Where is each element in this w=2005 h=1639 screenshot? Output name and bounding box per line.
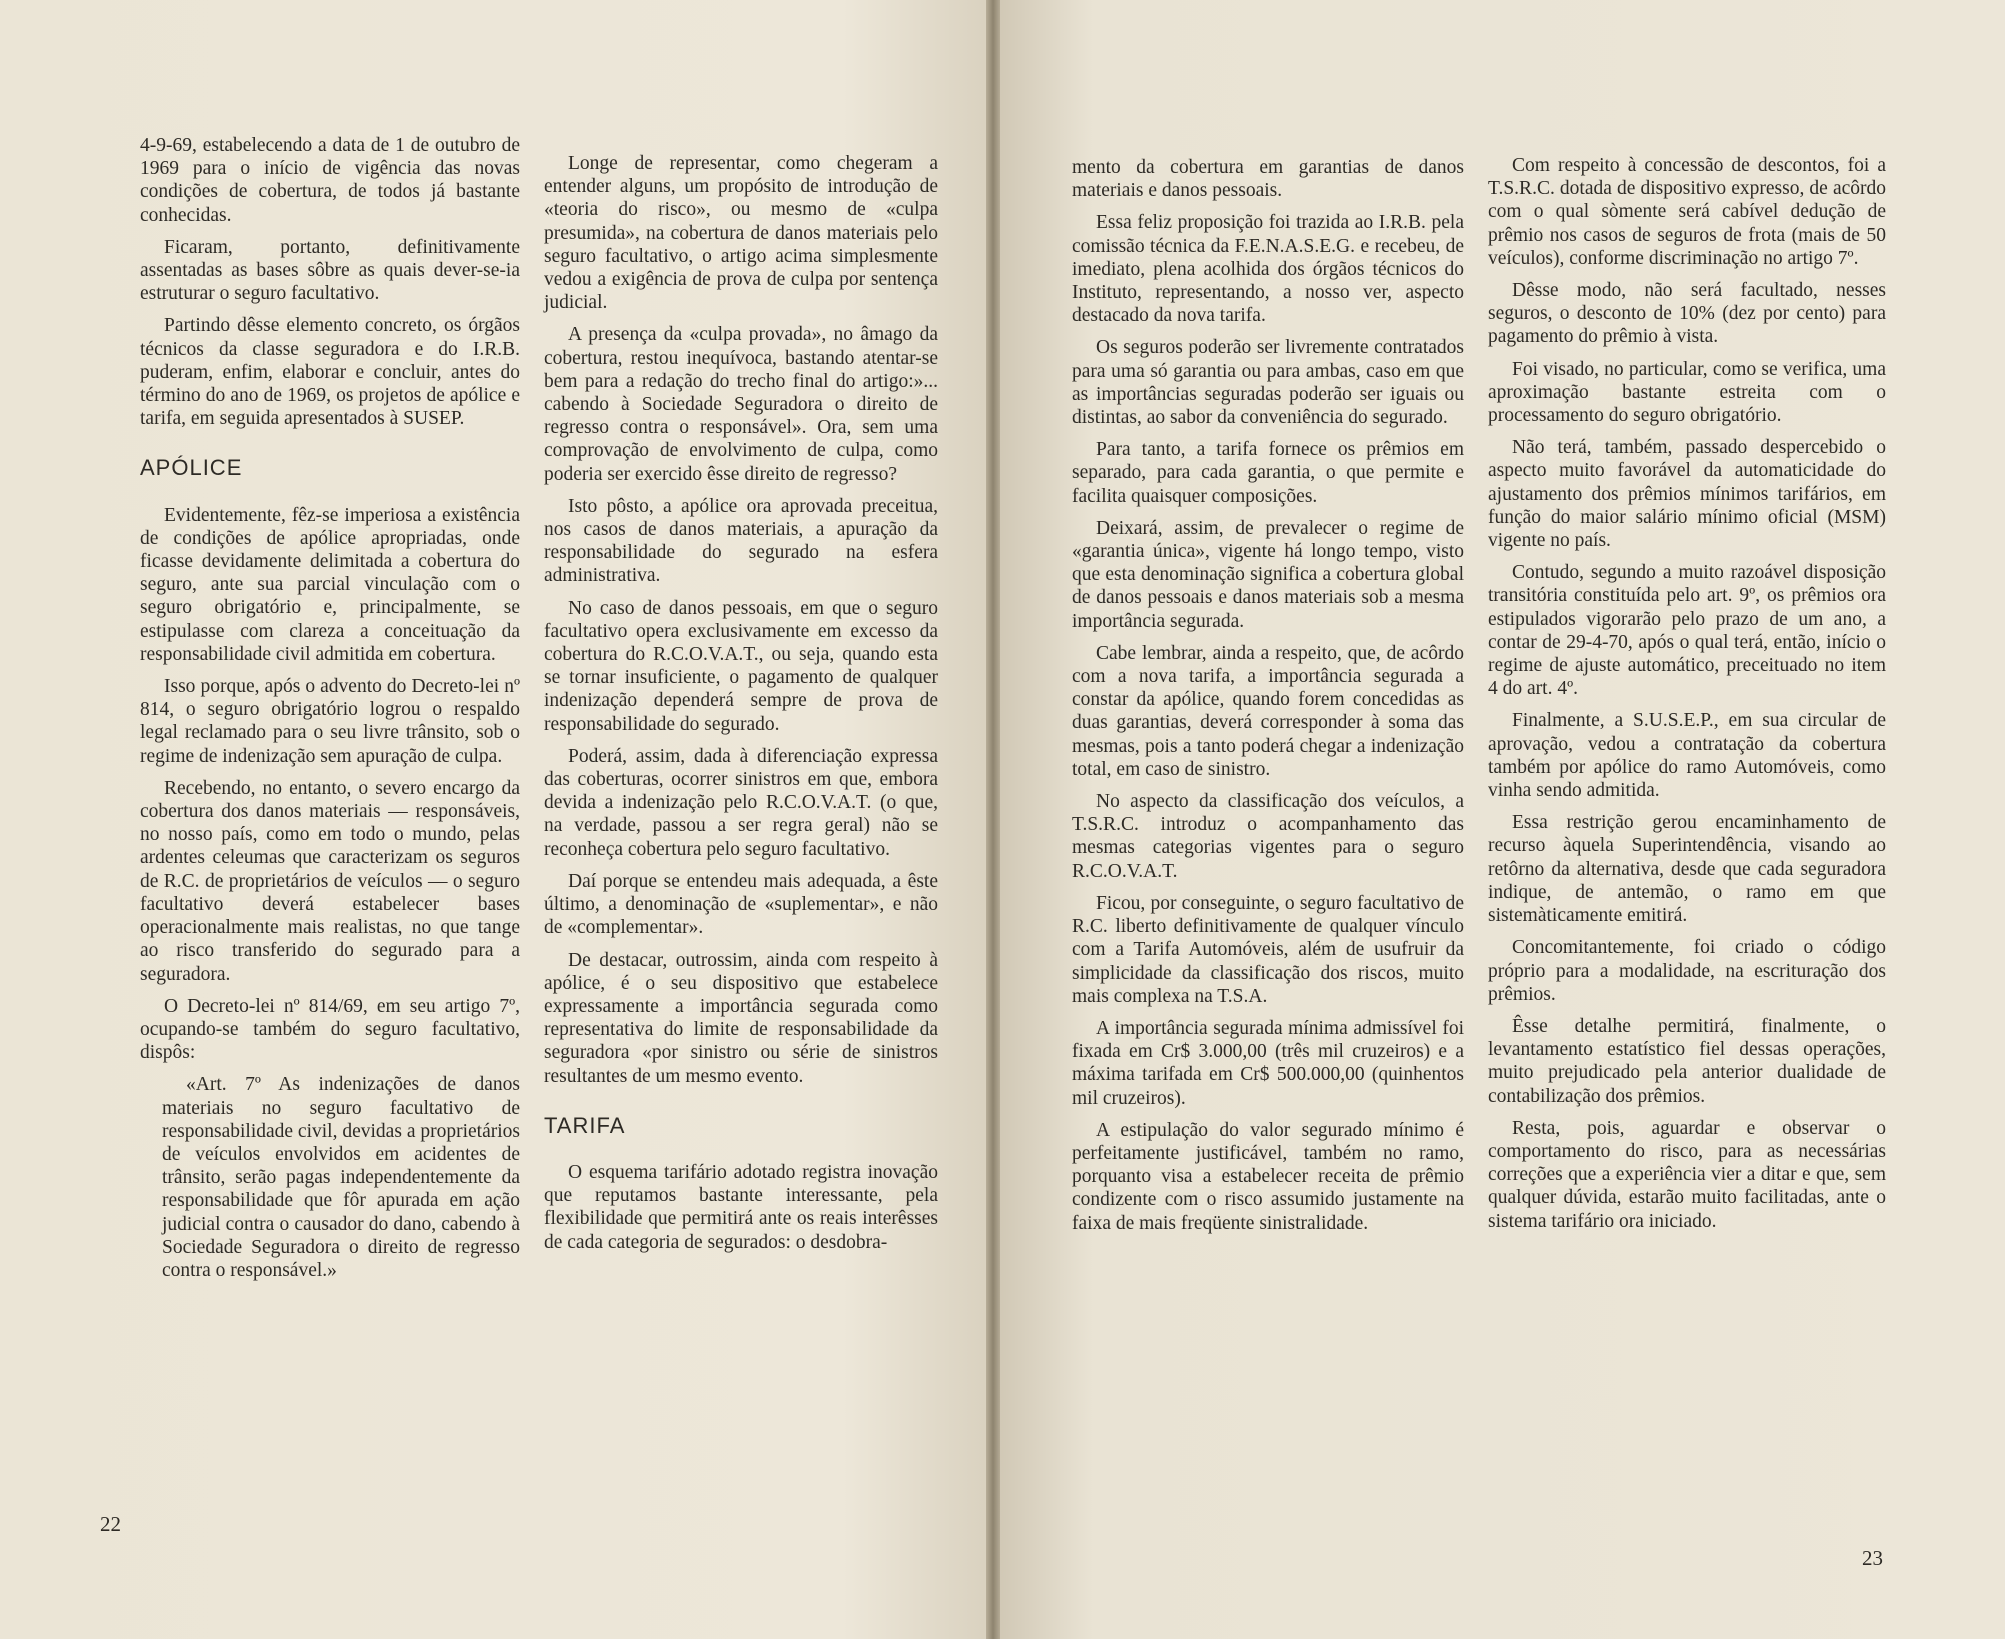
- paragraph: A importância segurada mínima admissível foi fixada em Cr$ 3.000,00 (três mil cruzeiros) e a máxima tarifada em Cr$ 500.000,00 (quinhentos mil cruzeiros).: [1072, 1017, 1464, 1109]
- paragraph: Êsse detalhe permitirá, finalmente, o levantamento estatístico fiel dessas operações, muito prejudicado pela anterior dualidade de contabilização dos prêmios.: [1488, 1015, 1886, 1107]
- paragraph: Finalmente, a S.U.S.E.P., em sua circular de aprovação, vedou a contratação da cobertura também por apólice do ramo Automóveis, como vinha sendo admitida.: [1488, 710, 1886, 802]
- paragraph: Concomitantemente, foi criado o código próprio para a modalidade, na escrituração dos prêmios.: [1488, 937, 1886, 1005]
- paragraph: Essa feliz proposição foi trazida ao I.R.B. pela comissão técnica da F.E.N.A.S.E.G. e recebeu, de imediato, plena acolhida dos órgãos técnicos do Instituto, representando, a nosso ver, aspecto destacado da nova tarifa.: [1072, 212, 1464, 327]
- right-page-column-1: [1072, 156, 1464, 1244]
- book-gutter: [986, 0, 1000, 1639]
- paragraph: De destacar, outrossim, ainda com respeito à apólice, é o seu dispositivo que estabelece expressamente a importância segurada como representativa do limite de responsabilidade da seguradora «por sinistro ou série de sinistros resultantes de um mesmo evento.: [544, 949, 938, 1087]
- paragraph: O Decreto-lei nº 814/69, em seu artigo 7º, ocupando-se também do seguro facultativo, dispôs:: [140, 995, 520, 1064]
- right-page-column-2: [1488, 154, 1886, 1242]
- paragraph: Não terá, também, passado despercebido o aspecto muito favorável da automaticidade do ajustamento dos prêmios mínimos tarifários, em função do maior salário mínimo oficial (MSM) vigente no país.: [1488, 437, 1886, 552]
- left-page: [0, 0, 992, 1639]
- paragraph: Com respeito à concessão de descontos, foi a T.S.R.C. dotada de dispositivo expresso, de acôrdo com o qual sòmente será cabível dedução de prêmio nos casos de seguros de frota (mais de 50 veículos), conforme discriminação no artigo 7º.: [1488, 155, 1886, 269]
- paragraph: Evidentemente, fêz-se imperiosa a existência de condições de apólice apropriadas, onde ficasse devidamente delimitada a cobertura do seguro, ante sua parcial vinculação com o seguro obrigatório e, principalmente, se estipulasse com clareza a conceituação da responsabilidade civil admitida em cobertura.: [140, 504, 520, 665]
- paragraph: Isso porque, após o advento do Decreto-lei nº 814, o seguro obrigatório logrou o respaldo legal reclamado para o seu livre trânsito, sob o regime de indenização sem apuração de culpa.: [140, 676, 520, 767]
- paragraph: Recebendo, no entanto, o severo encargo da cobertura dos danos materiais — responsáveis, no nosso país, como em todo o mundo, pelas ardentes celeumas que caracterizam os seguros de R.C. de proprietários de veículos — o seguro facultativo deverá estabelecer bases operacionalmente mais realistas, no que tange ao risco transferido do segurado para a seguradora.: [140, 777, 520, 985]
- paragraph: Longe de representar, como chegeram a entender alguns, um propósito de introdução de «teoria do risco», ou mesmo de «culpa presumida», na cobertura de danos materiais pelo seguro facultativo, o artigo acima simplesmente vedou a exigência de prova de culpa por sentença judicial.: [544, 153, 938, 314]
- page-number-left: 22: [100, 1512, 121, 1536]
- paragraph: Foi visado, no particular, como se verifica, uma aproximação bastante estreita com o processamento do seguro obrigatório.: [1488, 358, 1886, 427]
- paragraph: 4-9-69, estabelecendo a data de 1 de outubro de 1969 para o início de vigência das novas condições de cobertura, de todos já bastante conhecidas.: [140, 135, 520, 226]
- section-heading-tarifa: TARIFA: [544, 1112, 626, 1138]
- left-page-column-1: [140, 134, 520, 1291]
- paragraph: Essa restrição gerou encaminhamento de recurso àquela Superintendência, visando ao retôrno da alternativa, desde que cada seguradora indique, de antemão, o ramo em que sistemàticamente emitirá.: [1488, 812, 1886, 927]
- paragraph: Os seguros poderão ser livremente contratados para uma só garantia ou para ambas, caso em que as importâncias seguradas poderão ser iguais ou distintas, ao sabor da conveniência do segurado.: [1072, 337, 1464, 429]
- paragraph: O esquema tarifário adotado registra inovação que reputamos bastante interessante, pela flexibilidade que permitirá ante os reais interêsses de cada categoria de segurados: o desdobra-: [544, 1161, 938, 1253]
- paragraph: Ficou, por conseguinte, o seguro facultativo de R.C. liberto definitivamente de qualquer vínculo com a Tarifa Automóveis, além de usufruir da simplicidade da classificação dos riscos, muito mais complexa na T.S.A.: [1072, 892, 1464, 1007]
- paragraph: Daí porque se entendeu mais adequada, a êste último, a denominação de «suplementar», e não de «complementar».: [544, 870, 938, 939]
- page-number-right: 23: [1862, 1546, 1883, 1570]
- quoted-article: «Art. 7º As indenizações de danos materiais no seguro facultativo de responsabilidade civil, devidas a proprietários de veículos envolvidos em acidentes de trânsito, serão pagas independentemente da responsabilidade que fôr apurada em ação judicial contra o causador do dano, cabendo à Sociedade Seguradora o direito de regresso contra o responsável.»: [162, 1074, 520, 1281]
- paragraph: Contudo, segundo a muito razoável disposição transitória constituída pelo art. 9º, os prêmios ora estipulados vigorarão pelo prazo de um ano, a contar de 29-4-70, após o qual terá, então, início o regime de ajuste automático, preceituado no item 4 do art. 4º.: [1488, 562, 1886, 700]
- paragraph: Dêsse modo, não será facultado, nesses seguros, o desconto de 10% (dez por cento) para pagamento do prêmio à vista.: [1488, 280, 1886, 348]
- paragraph: Para tanto, a tarifa fornece os prêmios em separado, para cada garantia, o que permite e facilita quaisquer composições.: [1072, 439, 1464, 507]
- paragraph: Resta, pois, aguardar e observar o comportamento do risco, para as necessárias correções que a experiência vier a ditar e que, sem qualquer dúvida, estarão muito facilitadas, ante o sistema tarifário ora iniciado.: [1488, 1117, 1886, 1232]
- paragraph: A presença da «culpa provada», no âmago da cobertura, restou inequívoca, bastando atentar-se bem para a redação do trecho final do artigo:»... cabendo à Sociedade Seguradora o direito de regresso contra o responsável». Ora, sem uma comprovação de envolvimento de culpa, como poderia ser exercido êsse direito de regresso?: [544, 324, 938, 485]
- paragraph: Partindo dêsse elemento concreto, os órgãos técnicos da classe seguradora e do I.R.B. puderam, enfim, elaborar e concluir, antes do término do ano de 1969, os projetos de apólice e tarifa, em seguida apresentados à SUSEP.: [140, 315, 520, 430]
- paragraph: Cabe lembrar, ainda a respeito, que, de acôrdo com a nova tarifa, a importância segurada a constar da apólice, quando forem concedidas as duas garantias, deverá corresponder à soma das mesmas, pois a tanto poderá chegar a indenização total, em caso de sinistro.: [1072, 642, 1464, 780]
- paragraph: No caso de danos pessoais, em que o seguro facultativo opera exclusivamente em excesso da cobertura do R.C.O.V.A.T., ou seja, quando esta se tornar insuficiente, o pagamento de qualquer indenização dependerá sempre de prova de responsabilidade do segurado.: [544, 597, 938, 735]
- paragraph: Isto pôsto, a apólice ora aprovada preceitua, nos casos de danos materiais, a apuração da responsabilidade do segurado na esfera administrativa.: [544, 495, 938, 587]
- paragraph: Poderá, assim, dada à diferenciação expressa das coberturas, ocorrer sinistros em que, embora devida a indenização pelo R.C.O.V.A.T. (o que, na verdade, passou a ser regra geral) não se reconheça cobertura pelo seguro facultativo.: [544, 745, 938, 860]
- paragraph: A estipulação do valor segurado mínimo é perfeitamente justificável, também no ramo, porquanto visa a estabelecer receita de prêmio condizente com o risco assumido justamente na faixa de mais freqüente sinistralidade.: [1072, 1119, 1464, 1234]
- section-heading-apolice: APÓLICE: [140, 455, 243, 481]
- paragraph: Deixará, assim, de prevalecer o regime de «garantia única», vigente há longo tempo, visto que esta denominação significa a cobertura global de danos pessoais e danos materiais sob a mesma importância segurada.: [1072, 517, 1464, 632]
- paragraph: No aspecto da classificação dos veículos, a T.S.R.C. introduz o acompanhamento das mesmas categorias vigentes para o seguro R.C.O.V.A.T.: [1072, 791, 1464, 882]
- paragraph: Ficaram, portanto, definitivamente assentadas as bases sôbre as quais dever-se-ia estruturar o seguro facultativo.: [140, 236, 520, 305]
- paragraph: mento da cobertura em garantias de danos materiais e danos pessoais.: [1072, 157, 1464, 202]
- left-page-column-2: [544, 152, 938, 1263]
